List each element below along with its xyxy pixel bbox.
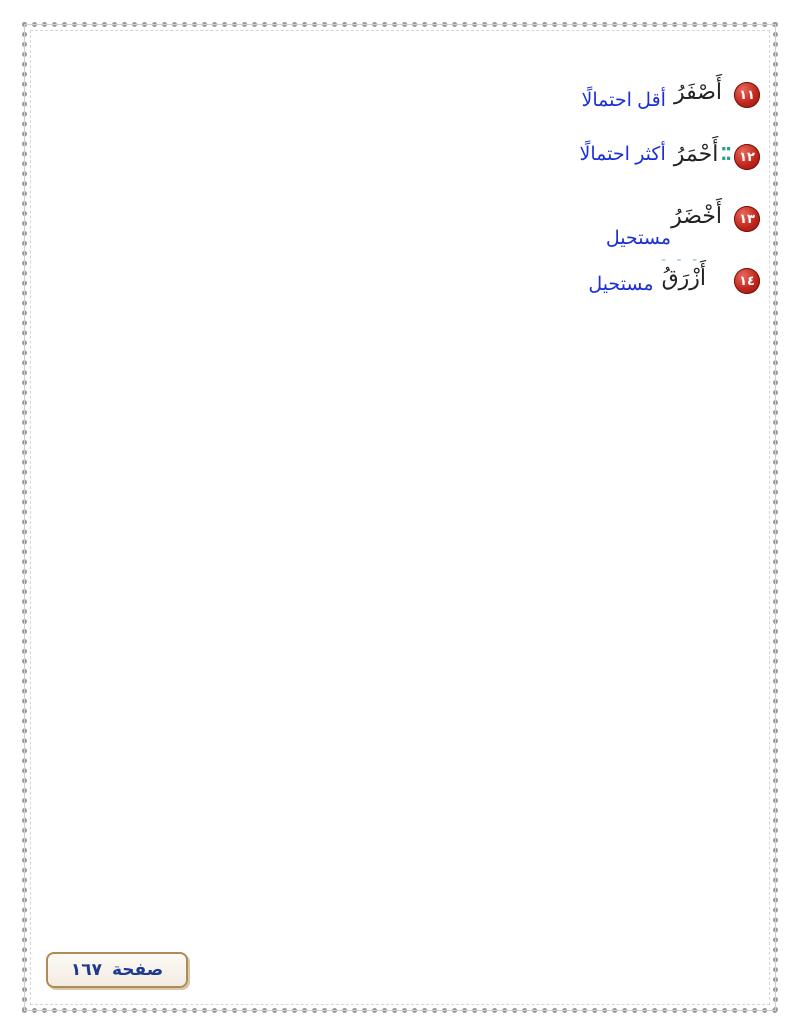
item-number-badge: ١٣ xyxy=(734,206,760,232)
dash-mark-icon: - - - xyxy=(660,252,700,268)
item-word: أَخْضَرُ xyxy=(671,204,722,229)
item-word: أَزْرَقُ xyxy=(661,266,706,291)
dots-mark-icon: ⁚⁚ xyxy=(720,144,730,165)
list-item xyxy=(340,140,760,202)
list-item xyxy=(340,78,760,140)
list-item xyxy=(340,252,760,326)
item-answer: أقل احتمالًا xyxy=(581,90,666,111)
page-number-box xyxy=(46,952,188,988)
item-word: أَحْمَرُ xyxy=(673,142,719,167)
page-number: ١٦٧ xyxy=(70,960,102,980)
item-number-badge: ١٤ xyxy=(734,268,760,294)
item-number-badge: ١١ xyxy=(734,82,760,108)
page-label: صفحة xyxy=(111,960,164,980)
item-answer: مستحيل xyxy=(605,228,672,249)
item-answer: أكثر احتمالًا xyxy=(579,144,666,165)
item-word: أَصْفَرُ xyxy=(673,80,722,105)
item-number-badge: ١٢ xyxy=(734,144,760,170)
item-answer: مستحيل xyxy=(588,274,654,295)
exercise-list xyxy=(340,78,760,326)
